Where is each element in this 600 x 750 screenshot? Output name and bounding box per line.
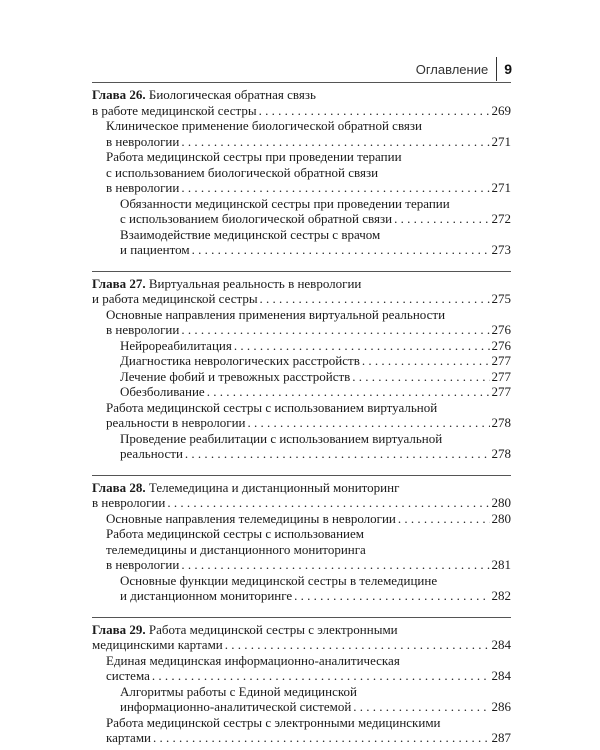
toc-entry-text: Основные направления телемедицины в неврологии: [106, 510, 396, 526]
toc-entry-text: в неврологии: [106, 557, 180, 572]
toc-page: 277: [491, 368, 511, 384]
running-header-title: Оглавление: [415, 61, 489, 77]
toc-page: 281: [491, 557, 511, 572]
toc-entry-text: Взаимодействие медицинской сестры с врачом: [120, 226, 381, 242]
leader-dots: [185, 446, 490, 462]
toc-entry-text: телемедицины и дистанционного мониторинга: [106, 541, 366, 557]
toc-subentry[interactable]: [92, 573, 511, 589]
toc-page: 278: [491, 415, 511, 430]
toc-entry-text: с использованием биологической обратной связи: [106, 164, 379, 180]
toc-page: 269: [491, 102, 511, 118]
toc-page: 282: [491, 588, 511, 603]
toc-page: 280: [491, 510, 511, 526]
chapter-title: Работа медицинской сестры с электронными: [145, 621, 398, 637]
toc-entry[interactable]: [92, 400, 511, 416]
toc-page: 271: [491, 180, 511, 195]
chapter-heading[interactable]: [92, 87, 511, 103]
toc-entry[interactable]: [92, 307, 511, 323]
toc-page: 276: [491, 337, 511, 353]
leader-dots: [167, 495, 489, 511]
chapter-heading[interactable]: [92, 480, 511, 496]
leader-dots: [247, 415, 489, 431]
page-number: 9: [504, 61, 512, 77]
toc-subentry[interactable]: [92, 431, 511, 447]
chapter-title: Биологическая обратная связь: [145, 87, 316, 102]
toc-entry-text: Основные функции медицинской сестры в телемедицине: [120, 572, 438, 588]
leader-dots: [181, 134, 489, 150]
toc-page: 275: [491, 291, 511, 306]
table-of-contents: [92, 82, 511, 750]
toc-entry-text: в неврологии: [106, 133, 180, 149]
toc-entry-text: в неврологии: [106, 180, 180, 195]
toc-subentry[interactable]: [92, 338, 511, 354]
chapter-title: Виртуальная реальность в неврологии: [145, 275, 362, 291]
header-divider: [496, 57, 497, 81]
chapter-heading-cont[interactable]: [92, 103, 511, 119]
leader-dots: [181, 322, 489, 338]
toc-entry-text: Лечение фобий и тревожных расстройств: [120, 368, 351, 384]
leader-dots: [353, 699, 489, 715]
leader-dots: [352, 369, 489, 385]
toc-subentry[interactable]: [92, 353, 511, 369]
toc-page: 276: [491, 322, 511, 337]
toc-page: 280: [491, 495, 511, 510]
leader-dots: [225, 637, 490, 653]
toc-entry-text: Работа медицинской сестры при проведении терапии: [106, 149, 402, 164]
toc-page: 277: [491, 384, 511, 399]
toc-entry-text: Основные направления применения виртуальной реальности: [106, 306, 446, 322]
toc-page: 284: [491, 637, 511, 652]
chapter-heading[interactable]: [92, 276, 511, 292]
toc-entry-text: система: [106, 668, 150, 683]
chapter-heading[interactable]: [92, 622, 511, 638]
toc-page: 278: [491, 446, 511, 461]
toc-entry-text: Работа медицинской сестры с использованием: [106, 526, 364, 541]
toc-entry[interactable]: [92, 526, 511, 542]
toc-entry-text: Работа медицинской сестры с использованием виртуальной: [106, 399, 438, 415]
toc-entry-text: Единая медицинская информационно-аналитическая: [106, 652, 400, 668]
chapter-title-cont: в неврологии: [92, 495, 166, 510]
toc-entry[interactable]: [92, 653, 511, 669]
toc-subentry[interactable]: [92, 384, 511, 400]
toc-entry-text: с использованием биологической обратной связи: [120, 211, 393, 226]
leader-dots: [294, 588, 489, 604]
toc-page: 272: [491, 211, 511, 226]
chapter-number: Глава 28.: [92, 479, 146, 495]
leader-dots: [234, 338, 490, 354]
toc-entry-text: Обязанности медицинской сестры при проведении терапии: [120, 195, 450, 211]
toc-entry-text: Диагностика неврологических расстройств: [120, 353, 360, 368]
toc-entry[interactable]: [92, 511, 511, 527]
toc-entry-text: Алгоритмы работы с Единой медицинской: [120, 683, 357, 699]
leader-dots: [259, 103, 490, 119]
chapter-number: Глава 27.: [92, 275, 146, 291]
chapter-29: [92, 617, 511, 746]
toc-page: 287: [491, 730, 511, 745]
chapter-title-cont: в работе медицинской сестры: [92, 102, 257, 118]
leader-dots: [394, 211, 489, 227]
chapter-26: [92, 82, 511, 258]
leader-dots: [362, 353, 490, 369]
leader-dots: [398, 511, 490, 527]
toc-entry-text: картами: [106, 730, 152, 745]
toc-entry-text: Нейрореабилитация: [120, 337, 232, 353]
running-header: [416, 57, 512, 81]
leader-dots: [207, 384, 490, 400]
toc-entry-text: Работа медицинской сестры с электронными медицинскими: [106, 714, 441, 730]
toc-subentry[interactable]: [92, 684, 511, 700]
toc-subentry[interactable]: [92, 369, 511, 385]
leader-dots: [260, 291, 490, 307]
chapter-27: [92, 271, 511, 462]
toc-entry-text: информационно-аналитической системой: [120, 699, 352, 714]
toc-page: 273: [491, 242, 511, 257]
chapter-title-cont: и работа медицинской сестры: [92, 291, 258, 306]
toc-entry-text: в неврологии: [106, 322, 180, 337]
toc-entry[interactable]: [92, 118, 511, 134]
chapter-title: Телемедицина и дистанционный мониторинг: [145, 479, 400, 495]
toc-page: 277: [491, 353, 511, 368]
toc-entry-text: и пациентом: [120, 242, 190, 257]
toc-entry-text: реальности: [120, 446, 183, 461]
toc-subentry[interactable]: [92, 196, 511, 212]
toc-entry-text: и дистанционном мониторинге: [120, 588, 293, 603]
toc-entry[interactable]: [92, 715, 511, 731]
chapter-title-cont: медицинскими картами: [92, 637, 223, 652]
chapter-28: [92, 475, 511, 604]
toc-page: 284: [491, 668, 511, 683]
toc-entry-text: реальности в неврологии: [106, 415, 246, 430]
toc-page: 271: [491, 133, 511, 149]
leader-dots: [181, 557, 489, 573]
leader-dots: [153, 730, 489, 746]
toc-entry-text: Клиническое применение биологической обратной связи: [106, 118, 422, 133]
leader-dots: [181, 180, 489, 196]
leader-dots: [192, 242, 490, 258]
leader-dots: [152, 668, 490, 684]
toc-page: 286: [491, 699, 511, 714]
chapter-number: Глава 26.: [92, 87, 146, 102]
toc-entry-text: Обезболивание: [120, 384, 205, 399]
toc-subentry[interactable]: [92, 227, 511, 243]
toc-entry[interactable]: [92, 149, 511, 165]
toc-entry-text: Проведение реабилитации с использованием виртуальной: [120, 430, 443, 446]
chapter-number: Глава 29.: [92, 621, 146, 637]
